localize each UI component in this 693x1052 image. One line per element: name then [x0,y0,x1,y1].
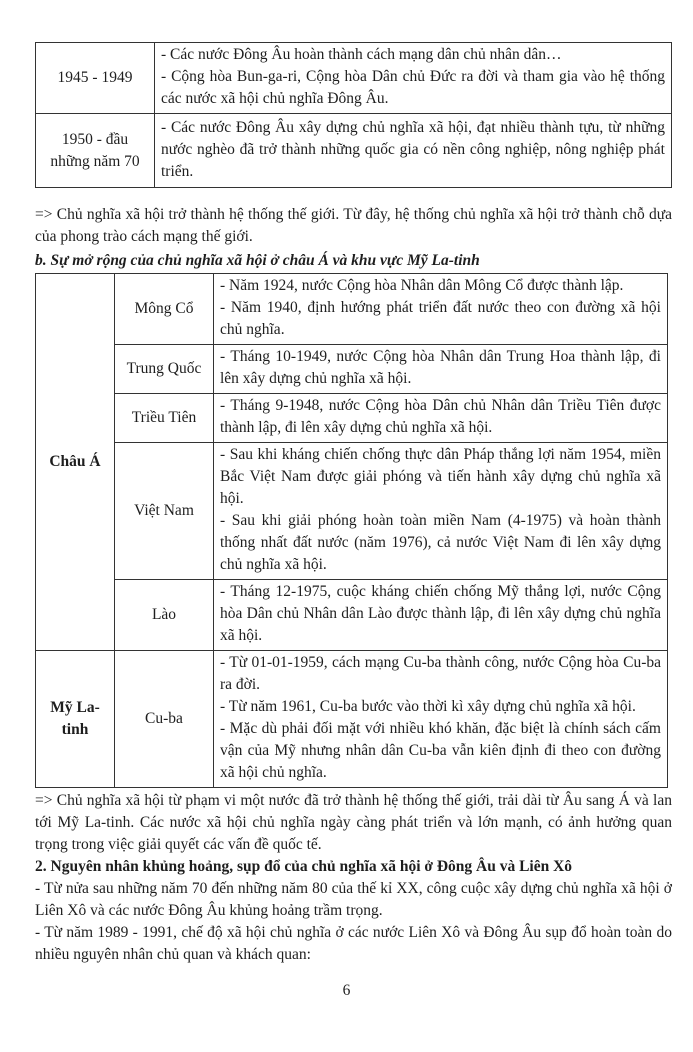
period-cell: 1945 - 1949 [36,43,155,114]
table-row [36,345,668,394]
table-row [36,580,668,651]
conclusion-paragraph-2: => Chủ nghĩa xã hội từ phạm vi một nước đã trở thành hệ thống thế giới, trải dài từ Âu sang Á và lan tới Mỹ La-tinh. Các nước xã hội chủ nghĩa ngày càng phát triển và lớn mạnh, có ảnh hưởng quan trọng trong việc giải quyết các vấn đề quốc tế. [35,792,672,853]
table-row [36,43,672,114]
eastern-europe-table [35,42,672,188]
content-line: - Từ năm 1961, Cu-ba bước vào thời kì xây dựng chủ nghĩa xã hội. [220,698,636,715]
conclusion-paragraph: => Chủ nghĩa xã hội trở thành hệ thống thế giới. Từ đây, hệ thống chủ nghĩa xã hội trở thành chỗ dựa của phong trào cách mạng thế giới. [35,206,672,245]
period-cell: 1950 - đầu những năm 70 [36,114,155,188]
section-heading-b: b. Sự mở rộng của chủ nghĩa xã hội ở châu Á và khu vực Mỹ La-tinh [35,252,480,269]
content-line: - Cộng hòa Bun-ga-ri, Cộng hòa Dân chủ Đức ra đời và tham gia vào hệ thống các nước xã hội chủ nghĩa Đông Âu. [161,68,665,107]
content-cell [214,651,668,788]
bullet-paragraph: - Từ năm 1989 - 1991, chế độ xã hội chủ nghĩa ở các nước Liên Xô và Đông Âu sụp đổ hoàn toàn do nhiều nguyên nhân chủ quan và khách quan: [35,924,672,963]
table-row [36,651,668,788]
country-cell: Việt Nam [115,443,214,580]
country-cell: Lào [115,580,214,651]
region-cell: Mỹ La-tinh [36,651,115,788]
table-row [36,274,668,345]
content-line: - Sau khi kháng chiến chống thực dân Pháp thắng lợi năm 1954, miền Bắc Việt Nam được giải phóng và tiến hành xây dựng chủ nghĩa xã hội. [220,446,661,507]
content-line: - Từ 01-01-1959, cách mạng Cu-ba thành công, nước Cộng hòa Cu-ba ra đời. [220,654,661,693]
country-cell: Mông Cổ [115,274,214,345]
content-line: - Tháng 10-1949, nước Cộng hòa Nhân dân Trung Hoa thành lập, đi lên xây dựng chủ nghĩa xã hội. [220,348,661,387]
content-cell [214,394,668,443]
content-cell [155,114,672,188]
content-line: - Sau khi giải phóng hoàn toàn miền Nam (4-1975) và hoàn thành thống nhất đất nước (năm 1976), cả nước Việt Nam đi lên xây dựng chủ nghĩa xã hội. [220,512,661,573]
content-line: - Tháng 9-1948, nước Cộng hòa Dân chủ Nhân dân Triều Tiên được thành lập, đi lên xây dựng chủ nghĩa xã hội. [220,397,661,436]
country-cell: Trung Quốc [115,345,214,394]
content-line: - Năm 1940, định hướng phát triển đất nước theo con đường xã hội chủ nghĩa. [220,299,661,338]
content-line: - Tháng 12-1975, cuộc kháng chiến chống Mỹ thắng lợi, nước Cộng hòa Dân chủ Nhân dân Lào được thành lập, đi lên xây dựng chủ nghĩa xã hội. [220,583,661,644]
table-row [36,443,668,580]
content-cell [214,580,668,651]
country-cell: Triều Tiên [115,394,214,443]
content-line: - Năm 1924, nước Cộng hòa Nhân dân Mông Cổ được thành lập. [220,277,624,294]
page-content [35,42,672,1052]
content-line: - Mặc dù phải đối mặt với nhiều khó khăn, đặc biệt là chính sách cấm vận của Mỹ nhưng nhân dân Cu-ba vẫn kiên định đi theo con đường xã hội chủ nghĩa. [220,720,661,781]
content-cell [214,443,668,580]
content-cell [214,274,668,345]
content-cell [214,345,668,394]
content-cell [155,43,672,114]
bullet-paragraph: - Từ nửa sau những năm 70 đến những năm 80 của thế kỉ XX, công cuộc xây dựng chủ nghĩa xã hội ở Liên Xô và các nước Đông Âu khủng hoảng trầm trọng. [35,880,672,919]
table-row [36,114,672,188]
country-cell: Cu-ba [115,651,214,788]
section-heading-2: 2. Nguyên nhân khủng hoảng, sụp đổ của chủ nghĩa xã hội ở Đông Âu và Liên Xô [35,858,573,875]
table-row [36,394,668,443]
asia-latam-table [35,273,668,788]
page-number: 6 [342,982,351,999]
content-line: - Các nước Đông Âu xây dựng chủ nghĩa xã hội, đạt nhiều thành tựu, từ những nước nghèo đã trở thành những quốc gia có nền công nghiệp, nông nghiệp phát triển. [161,118,665,180]
content-line: - Các nước Đông Âu hoàn thành cách mạng dân chủ nhân dân… [161,46,562,63]
region-cell: Châu Á [36,274,115,651]
